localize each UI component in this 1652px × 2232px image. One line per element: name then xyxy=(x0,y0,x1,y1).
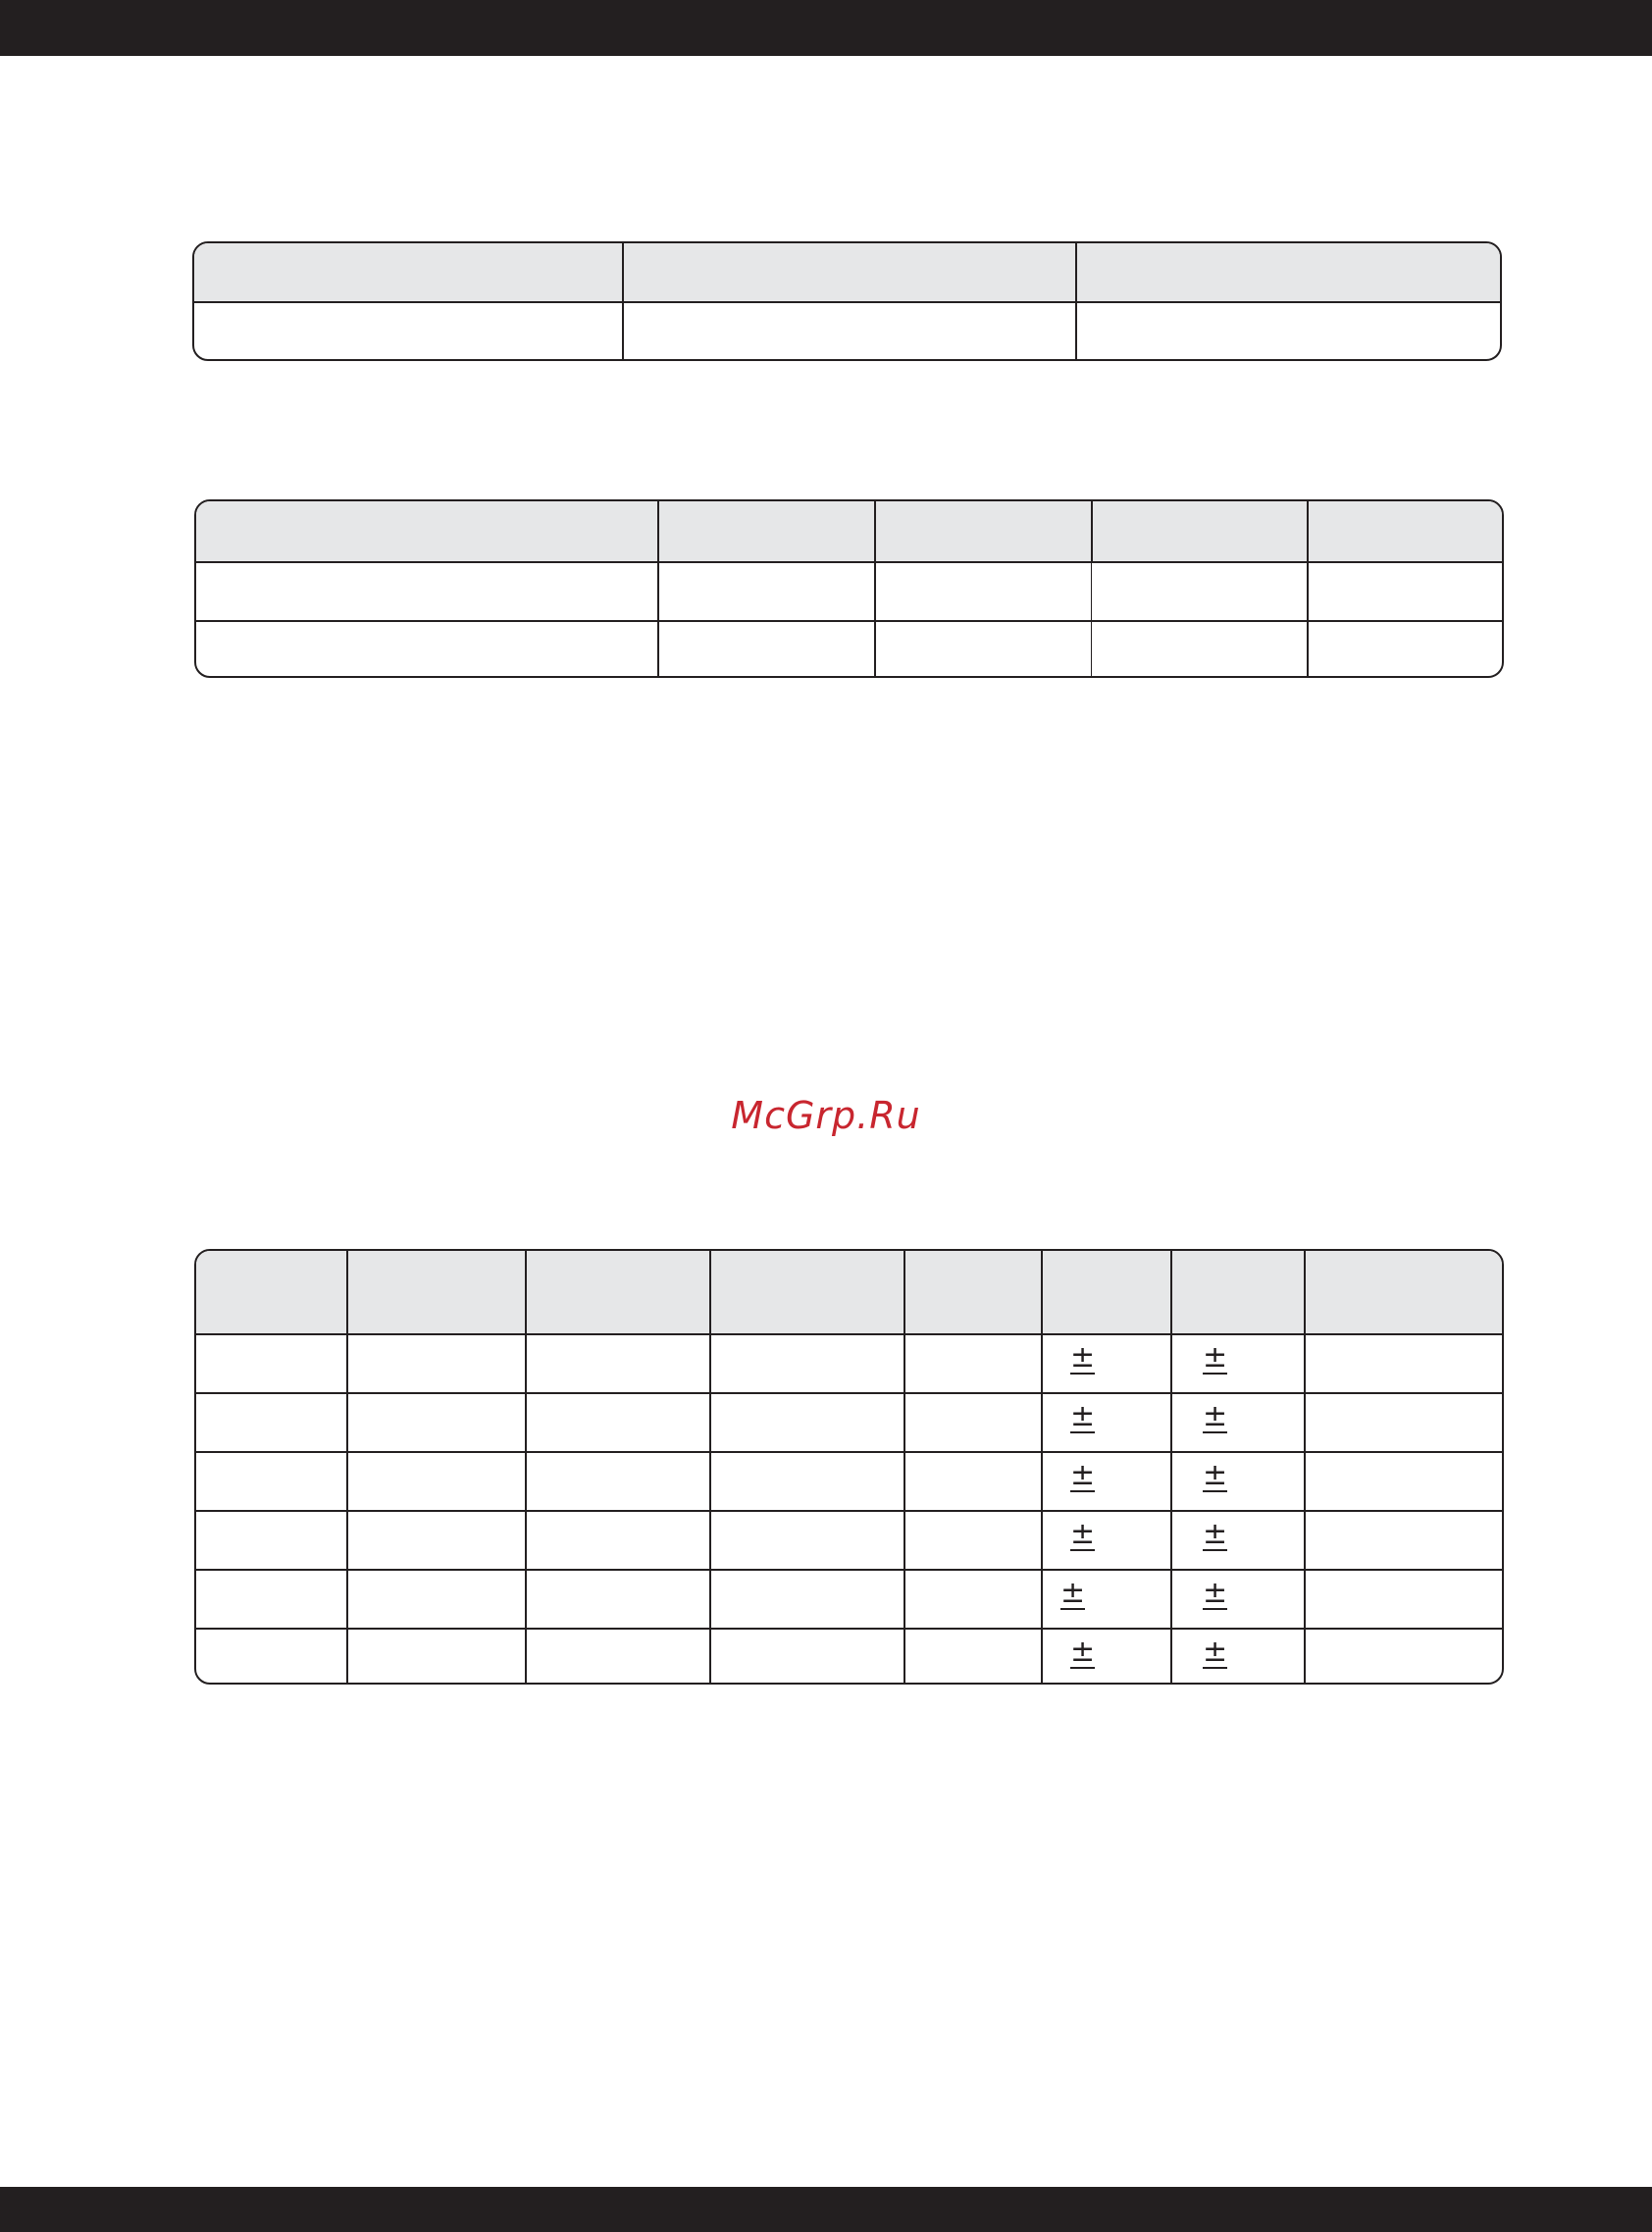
table-cell xyxy=(346,1571,525,1630)
table-cell xyxy=(1170,1394,1304,1453)
table-cell xyxy=(196,1453,346,1512)
table-cell xyxy=(1170,1571,1304,1630)
table-cell xyxy=(903,1630,1041,1683)
table-cell xyxy=(1304,1394,1502,1453)
plus-minus-symbol: ± xyxy=(1203,1635,1228,1669)
table-cell xyxy=(525,1571,709,1630)
table-cell xyxy=(1075,303,1500,359)
table-cell xyxy=(903,1453,1041,1512)
table-cell xyxy=(1170,1453,1304,1512)
table-cell xyxy=(1304,1453,1502,1512)
plus-minus-symbol: ± xyxy=(1070,1399,1096,1433)
table-cell xyxy=(525,1512,709,1571)
table-cell xyxy=(622,303,1075,359)
table-cell xyxy=(709,1512,903,1571)
table-cell xyxy=(709,1335,903,1394)
table-cell xyxy=(346,1512,525,1571)
table-header-row xyxy=(194,243,1500,301)
table-cell xyxy=(196,1571,346,1630)
table-cell xyxy=(1041,1394,1170,1453)
table-cell xyxy=(1304,1571,1502,1630)
table-cell xyxy=(657,622,874,676)
table-cell xyxy=(1170,1251,1304,1333)
table-cell xyxy=(1304,1512,1502,1571)
table-cell xyxy=(1091,563,1307,622)
table-row xyxy=(194,301,1500,359)
table-cell xyxy=(1307,563,1502,622)
table-cell xyxy=(1304,1251,1502,1333)
table-cell xyxy=(709,1571,903,1630)
table-cell xyxy=(1304,1335,1502,1394)
table-cell xyxy=(346,1335,525,1394)
plus-minus-symbol: ± xyxy=(1203,1576,1228,1610)
table-cell xyxy=(903,1571,1041,1630)
table-row xyxy=(196,561,1502,622)
table-cell xyxy=(525,1251,709,1333)
table-cell xyxy=(196,622,657,676)
table-cell xyxy=(194,243,622,301)
table-cell xyxy=(657,501,874,561)
table-cell xyxy=(196,1394,346,1453)
plus-minus-symbol: ± xyxy=(1203,1458,1228,1492)
table-cell xyxy=(709,1453,903,1512)
table-row xyxy=(196,1392,1502,1453)
table-cell xyxy=(1091,622,1307,676)
table-cell xyxy=(196,1335,346,1394)
table-cell xyxy=(196,563,657,622)
table-cell xyxy=(709,1394,903,1453)
plus-minus-symbol: ± xyxy=(1203,1399,1228,1433)
table-row xyxy=(196,1451,1502,1512)
table-cell xyxy=(196,1630,346,1683)
table-cell xyxy=(874,622,1091,676)
table-cell xyxy=(903,1335,1041,1394)
table-cell xyxy=(196,1512,346,1571)
table-row xyxy=(196,620,1502,676)
plus-minus-symbol: ± xyxy=(1070,1458,1096,1492)
table-cell xyxy=(1091,501,1307,561)
table-cell xyxy=(657,563,874,622)
plus-minus-symbol: ± xyxy=(1070,1517,1096,1551)
table-cell xyxy=(1170,1512,1304,1571)
table-row xyxy=(196,1333,1502,1394)
table-cell xyxy=(1041,1453,1170,1512)
top-bar xyxy=(0,0,1652,56)
table-cell xyxy=(903,1394,1041,1453)
table-header-row xyxy=(196,501,1502,561)
table-cell xyxy=(346,1453,525,1512)
table-cell xyxy=(196,1251,346,1333)
table-cell xyxy=(525,1394,709,1453)
table-cell xyxy=(1075,243,1500,301)
table-cell xyxy=(1041,1571,1170,1630)
plus-minus-symbol: ± xyxy=(1070,1635,1096,1669)
table-cell xyxy=(1307,501,1502,561)
table-cell xyxy=(874,501,1091,561)
plus-minus-symbol: ± xyxy=(1060,1576,1086,1610)
table-cell xyxy=(346,1394,525,1453)
table-cell xyxy=(525,1335,709,1394)
table-row xyxy=(196,1569,1502,1630)
table-cell xyxy=(1041,1630,1170,1683)
table-cell xyxy=(525,1453,709,1512)
table-cell xyxy=(1170,1335,1304,1394)
plus-minus-symbol: ± xyxy=(1203,1517,1228,1551)
table-cell xyxy=(709,1630,903,1683)
table-cell xyxy=(622,243,1075,301)
table-cell xyxy=(196,501,657,561)
table-cell xyxy=(874,563,1091,622)
table-cell xyxy=(709,1251,903,1333)
table-header-row xyxy=(196,1251,1502,1333)
table-cell xyxy=(194,303,622,359)
table-1 xyxy=(192,241,1502,361)
bottom-bar xyxy=(0,2187,1652,2232)
table-cell xyxy=(903,1512,1041,1571)
table-row xyxy=(196,1628,1502,1683)
table-cell xyxy=(1304,1630,1502,1683)
table-3 xyxy=(194,1249,1504,1685)
table-cell xyxy=(525,1630,709,1683)
table-cell xyxy=(903,1251,1041,1333)
watermark: McGrp.Ru xyxy=(731,1094,921,1137)
table-cell xyxy=(1170,1630,1304,1683)
table-cell xyxy=(346,1251,525,1333)
table-cell xyxy=(1041,1335,1170,1394)
table-cell xyxy=(346,1630,525,1683)
plus-minus-symbol: ± xyxy=(1070,1340,1096,1375)
plus-minus-symbol: ± xyxy=(1203,1340,1228,1375)
table-cell xyxy=(1041,1512,1170,1571)
table-2 xyxy=(194,499,1504,678)
table-cell xyxy=(1041,1251,1170,1333)
table-row xyxy=(196,1510,1502,1571)
table-cell xyxy=(1307,622,1502,676)
